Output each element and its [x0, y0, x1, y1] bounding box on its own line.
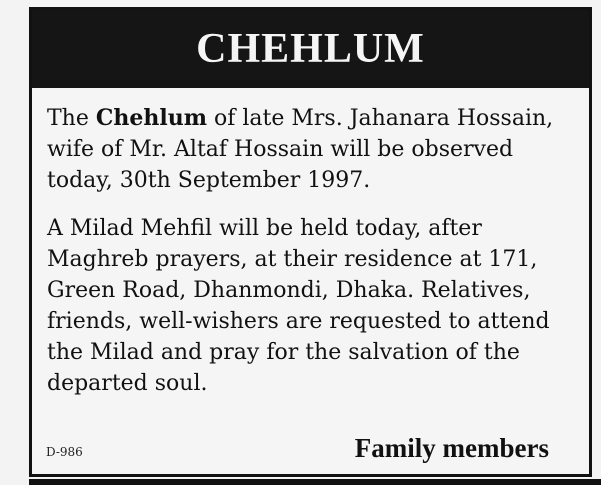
paragraph-1-bold: Chehlum — [95, 105, 207, 131]
notice-frame — [29, 7, 592, 477]
signature: Family members — [354, 433, 549, 463]
notice-paragraph-2: A Milad Mehfil will be held today, after Maghreb prayers, at their residence at 171, Green Road, Dhanmondi, Dhaka. Relatives, friends, well-wishers are requested to attend the Milad and pray for the salvation of the departed soul. — [47, 216, 550, 396]
paragraph-1-lead: The — [47, 106, 96, 131]
bottom-rule — [29, 479, 601, 485]
notice-header — [32, 10, 589, 88]
notice-paragraph-1 — [47, 103, 582, 196]
reference-code: D-986 — [46, 445, 83, 459]
paragraph-1-rest: of late Mrs. Jahanara Hossain, wife of Mr. Altaf Hossain will be observed today, 30th September 1997. — [47, 106, 554, 193]
notice-title: CHEHLUM — [196, 26, 425, 72]
